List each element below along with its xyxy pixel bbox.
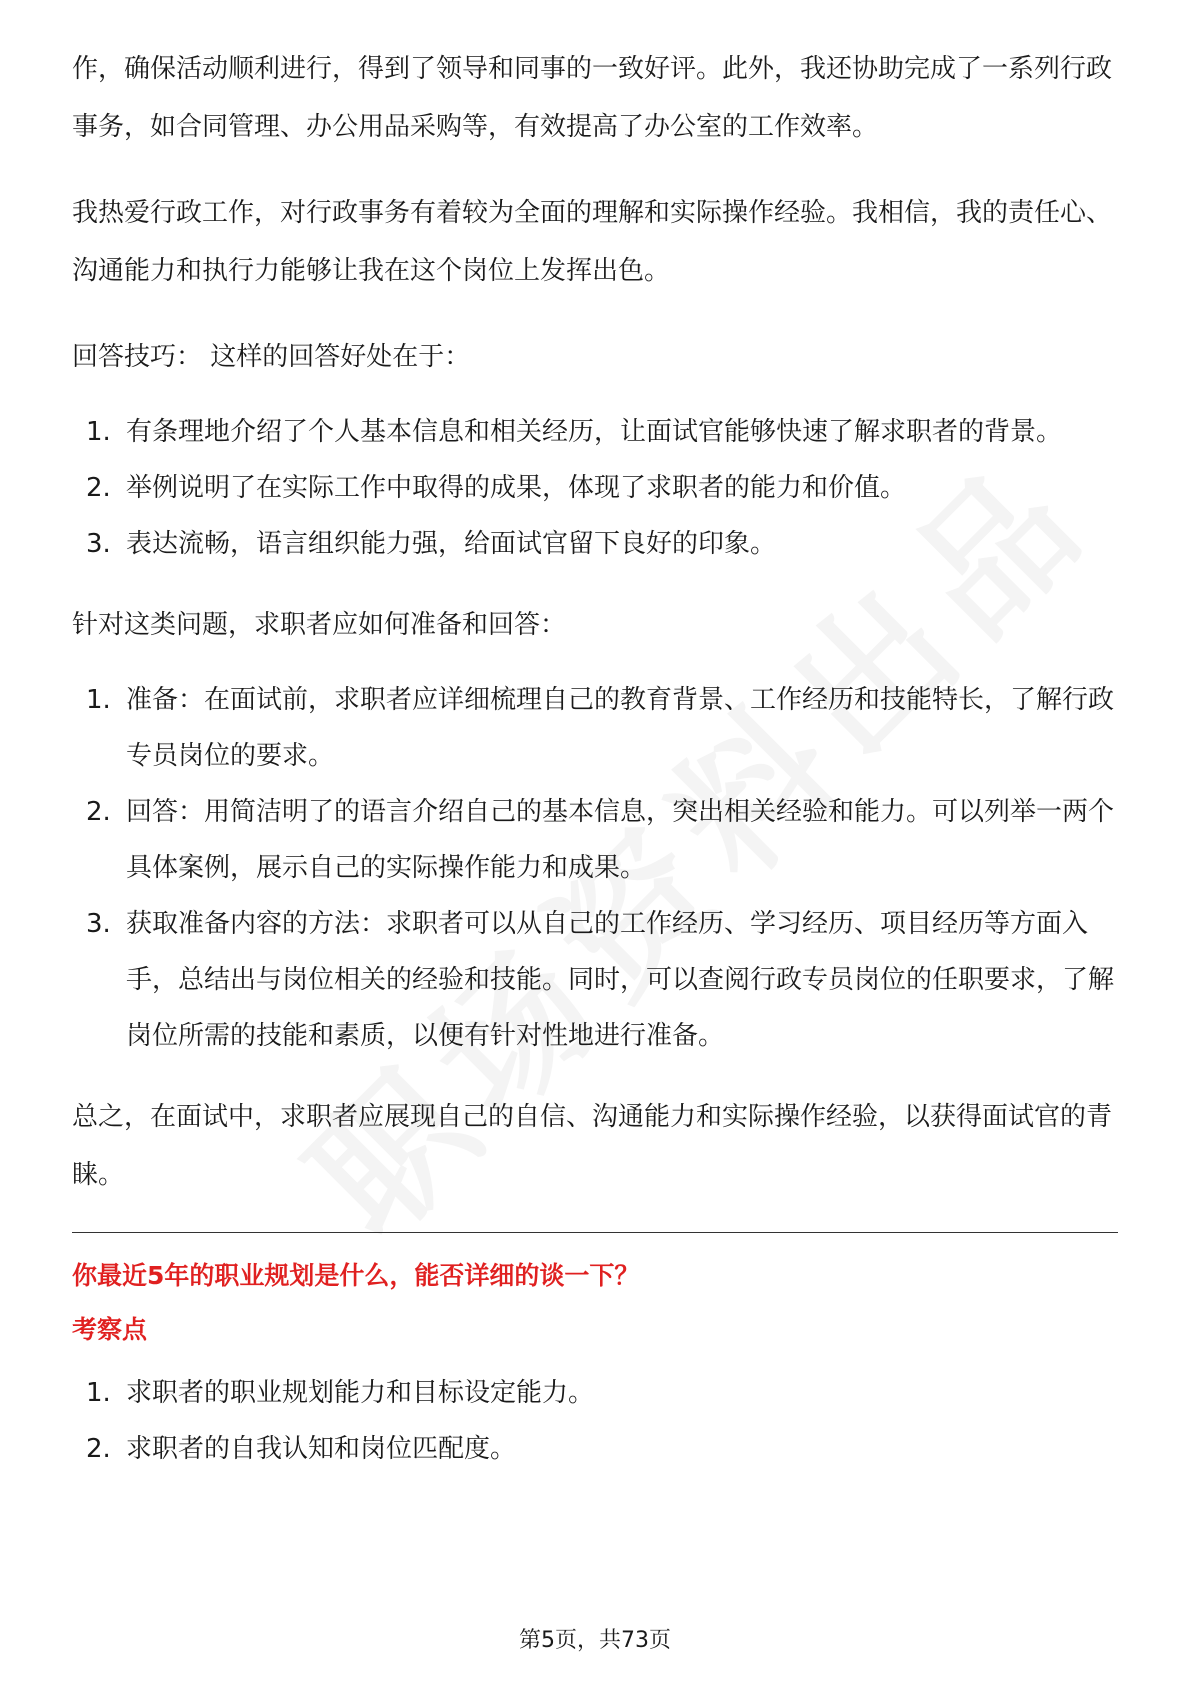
list-number: 1. xyxy=(86,417,111,447)
list-text: 获取准备内容的方法：求职者可以从自己的工作经历、学习经历、项目经历等方面入手，总结出与岗位相关的经验和技能。同时，可以查阅行政专员岗位的任职要求，了解岗位所需的技能和素质，以便有针对性地进行准备。 xyxy=(126,909,1115,1051)
list-number: 2. xyxy=(86,1434,111,1464)
list-number: 1. xyxy=(86,1378,111,1408)
prep-heading: 针对这类问题，求职者应如何准备和回答： xyxy=(72,610,567,640)
list-item xyxy=(72,784,1118,896)
list-number: 2. xyxy=(86,473,111,503)
tips-heading: 回答技巧： 这样的回答好处在于： xyxy=(72,342,471,372)
prep-list xyxy=(72,672,1118,1064)
list-item xyxy=(72,460,1118,516)
list-item xyxy=(72,1421,1118,1477)
list-item xyxy=(72,896,1118,1064)
paragraph-experience: 作，确保活动顺利进行，得到了领导和同事的一致好评。此外，我还协助完成了一系列行政事务，如合同管理、办公用品采购等，有效提高了办公室的工作效率。 xyxy=(72,54,1113,142)
list-text: 求职者的职业规划能力和目标设定能力。 xyxy=(126,1378,595,1408)
points-list xyxy=(72,1365,1118,1477)
list-text: 有条理地介绍了个人基本信息和相关经历，让面试官能够快速了解求职者的背景。 xyxy=(126,417,1063,447)
tips-list xyxy=(72,404,1118,572)
document-page xyxy=(72,40,1118,1501)
question-subheading: 考察点 xyxy=(72,1315,148,1344)
list-number: 2. xyxy=(86,797,111,827)
section-divider xyxy=(72,1232,1118,1233)
list-text: 求职者的自我认知和岗位匹配度。 xyxy=(126,1434,517,1464)
paragraph-summary: 总之，在面试中，求职者应展现自己的自信、沟通能力和实际操作经验，以获得面试官的青睐。 xyxy=(72,1102,1113,1190)
list-text: 举例说明了在实际工作中取得的成果，体现了求职者的能力和价值。 xyxy=(126,473,907,503)
list-text: 表达流畅，语言组织能力强，给面试官留下良好的印象。 xyxy=(126,529,777,559)
list-text: 回答：用简洁明了的语言介绍自己的基本信息，突出相关经验和能力。可以列举一两个具体案例，展示自己的实际操作能力和成果。 xyxy=(126,797,1115,883)
question-title: 你最近5年的职业规划是什么，能否详细的谈一下？ xyxy=(72,1261,640,1290)
list-number: 1. xyxy=(86,685,111,715)
list-item xyxy=(72,672,1118,784)
list-number: 3. xyxy=(86,909,111,939)
list-number: 3. xyxy=(86,529,111,559)
paragraph-passion: 我热爱行政工作，对行政事务有着较为全面的理解和实际操作经验。我相信，我的责任心、沟通能力和执行力能够让我在这个岗位上发挥出色。 xyxy=(72,198,1113,286)
list-item xyxy=(72,404,1118,460)
page-number: 第5页，共73页 xyxy=(519,1628,671,1653)
list-item xyxy=(72,516,1118,572)
list-text: 准备：在面试前，求职者应详细梳理自己的教育背景、工作经历和技能特长，了解行政专员岗位的要求。 xyxy=(126,685,1115,771)
list-item xyxy=(72,1365,1118,1421)
